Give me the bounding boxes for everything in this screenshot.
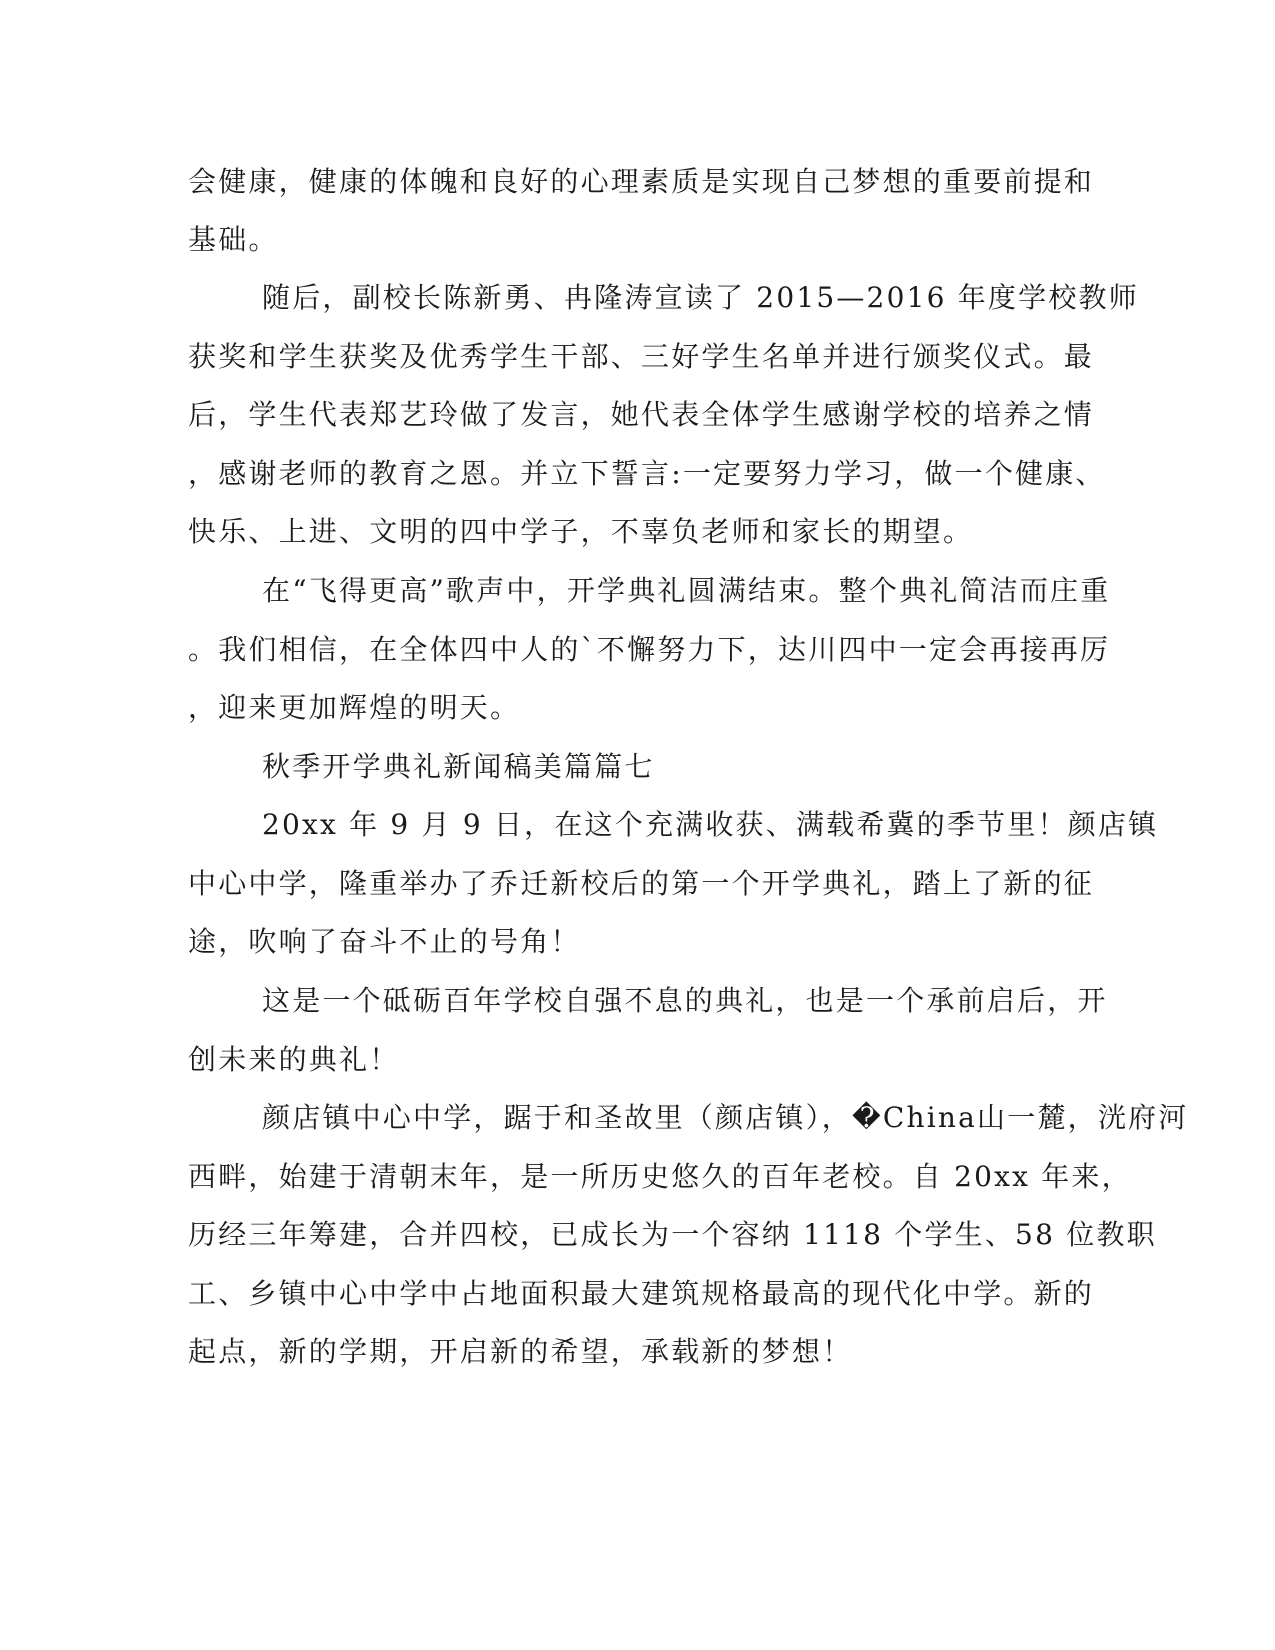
text-line: ，感谢老师的教育之恩。并立下誓言:一定要努力学习，做一个健康、	[188, 457, 1106, 490]
text-line: 随后，副校长陈新勇、冉隆涛宣读了 2015—2016 年度学校教师	[262, 281, 1139, 314]
text-line: ，迎来更加辉煌的明天。	[188, 691, 521, 724]
text-line: 途，吹响了奋斗不止的号角！	[188, 925, 581, 958]
text-line: 20xx 年 9 月 9 日，在这个充满收获、满载希冀的季节里！颜店镇	[262, 808, 1159, 841]
text-line: 颜店镇中心中学，踞于和圣故里（颜店镇），�China山一麓，洸府河	[262, 1101, 1189, 1134]
text-line: 工、乡镇中心中学中占地面积最大建筑规格最高的现代化中学。新的	[188, 1277, 1095, 1310]
text-line: 创未来的典礼！	[188, 1043, 400, 1076]
section-heading: 秋季开学典礼新闻稿美篇篇七	[262, 750, 655, 783]
text-line: 会健康，健康的体魄和良好的心理素质是实现自己梦想的重要前提和	[188, 165, 1095, 198]
text-line: 基础。	[188, 223, 279, 256]
text-line: 后，学生代表郑艺玲做了发言，她代表全体学生感谢学校的培养之情	[188, 398, 1095, 431]
text-line: 。我们相信，在全体四中人的`不懈努力下，达川四中一定会再接再厉	[188, 633, 1111, 666]
text-line: 西畔，始建于清朝末年，是一所历史悠久的百年老校。自 20xx 年来，	[188, 1160, 1132, 1193]
text-line: 快乐、上进、文明的四中学子，不辜负老师和家长的期望。	[188, 515, 974, 548]
text-line: 在“飞得更高”歌声中，开学典礼圆满结束。整个典礼简洁而庄重	[262, 574, 1111, 607]
text-line: 这是一个砥砺百年学校自强不息的典礼，也是一个承前启后，开	[262, 984, 1108, 1017]
text-line: 中心中学，隆重举办了乔迁新校后的第一个开学典礼，踏上了新的征	[188, 867, 1095, 900]
text-line: 起点，新的学期，开启新的希望，承载新的梦想！	[188, 1335, 853, 1368]
text-line: 历经三年筹建，合并四校，已成长为一个容纳 1118 个学生、58 位教职	[188, 1218, 1157, 1251]
text-line: 获奖和学生获奖及优秀学生干部、三好学生名单并进行颁奖仪式。最	[188, 340, 1095, 373]
